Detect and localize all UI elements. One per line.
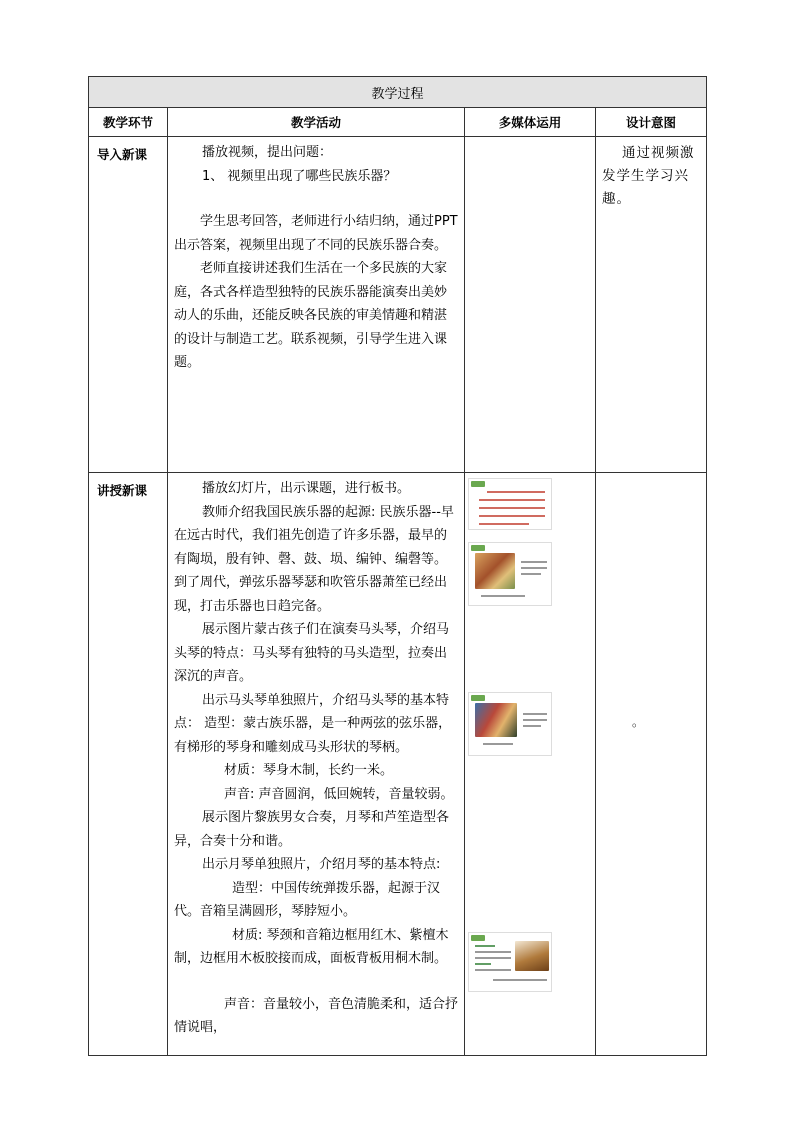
header-intent: 设计意图 [596,108,707,137]
lesson-process-table [88,76,707,1056]
lesson-process-sheet [88,76,706,1057]
activity-paragraph: 声音：音量较小，音色清脆柔和，适合抒情说唱， [174,996,459,1035]
slide-thumbnail-yueqin [469,933,551,991]
slide-thumbnail-mongolian-children [469,543,551,605]
activity-line: 出示月琴单独照片，介绍月琴的基本特点: [202,857,441,872]
slide-thumbnail-morin-khuur [469,693,551,755]
stage-cell: 讲授新课 [89,473,168,1056]
stage-cell: 导入新课 [89,137,168,473]
activity-cell [168,473,465,1056]
activity-paragraph: 展示图片黎族男女合奏，月琴和芦笙造型各异，合奏十分和谐。 [174,810,450,849]
activity-paragraph: 出示马头琴单独照片，介绍马头琴的基本特点： 造型：蒙古族乐器，是一种两弦的弦乐器，有梯形的琴身和雕刻成马头形状的琴柄。 [174,692,452,755]
activity-cell [168,137,465,473]
activity-line: 播放视频，提出问题： [202,145,333,160]
media-cell [465,473,596,1056]
header-stage: 教学环节 [89,108,168,137]
intent-cell: 通过视频激发学生学习兴趣。 [596,137,707,473]
intent-cell [596,473,707,1056]
activity-line: 1、 视频里出现了哪些民族乐器？ [202,168,397,184]
activity-line: 播放幻灯片，出示课题，进行板书。 [202,481,411,496]
table-row [89,137,707,473]
activity-paragraph: 材质: 琴颈和音箱边框用红木、紫檀木制，边框用木板胶接而成，面板背板用桐木制。 [174,927,449,966]
header-activity: 教学活动 [168,108,465,137]
table-row [89,473,707,1056]
header-media: 多媒体运用 [465,108,596,137]
activity-paragraph: 造型：中国传统弹拨乐器，起源于汉代。音箱呈满圆形，琴脖短小。 [174,880,441,919]
table-title: 教学过程 [89,77,707,108]
activity-paragraph: 教师介绍我国民族乐器的起源: 民族乐器--早在远古时代，我们祖先创造了许多乐器，最早的有陶埙，殷有钟、磬、鼓、埙、编钟、编磬等。到了周代，弹弦乐器琴瑟和吹管乐器萧笙已经出现，打击乐器也日趋完备。 [174,504,454,614]
slide-thumbnail-origin [469,479,551,529]
activity-line: 材质：琴身木制，长约一米。 [224,763,394,778]
activity-paragraph: 学生思考回答，老师进行小结归纳，通过PPT出示答案，视频里出现了不同的民族乐器合奏。 [174,214,458,253]
intent-text: 。 [632,715,645,729]
activity-paragraph: 展示图片蒙古孩子们在演奏马头琴，介绍马头琴的特点：马头琴有独特的马头造型，拉奏出深沉的声音。 [174,622,450,684]
activity-line: 声音: 声音圆润，低回婉转，音量较弱。 [224,786,454,802]
activity-paragraph: 老师直接讲述我们生活在一个多民族的大家庭，各式各样造型独特的民族乐器能演奏出美妙动人的乐曲，还能反映各民族的审美情趣和精湛的设计与制造工艺。联系视频，引导学生进入课题。 [174,261,448,370]
media-cell [465,137,596,473]
